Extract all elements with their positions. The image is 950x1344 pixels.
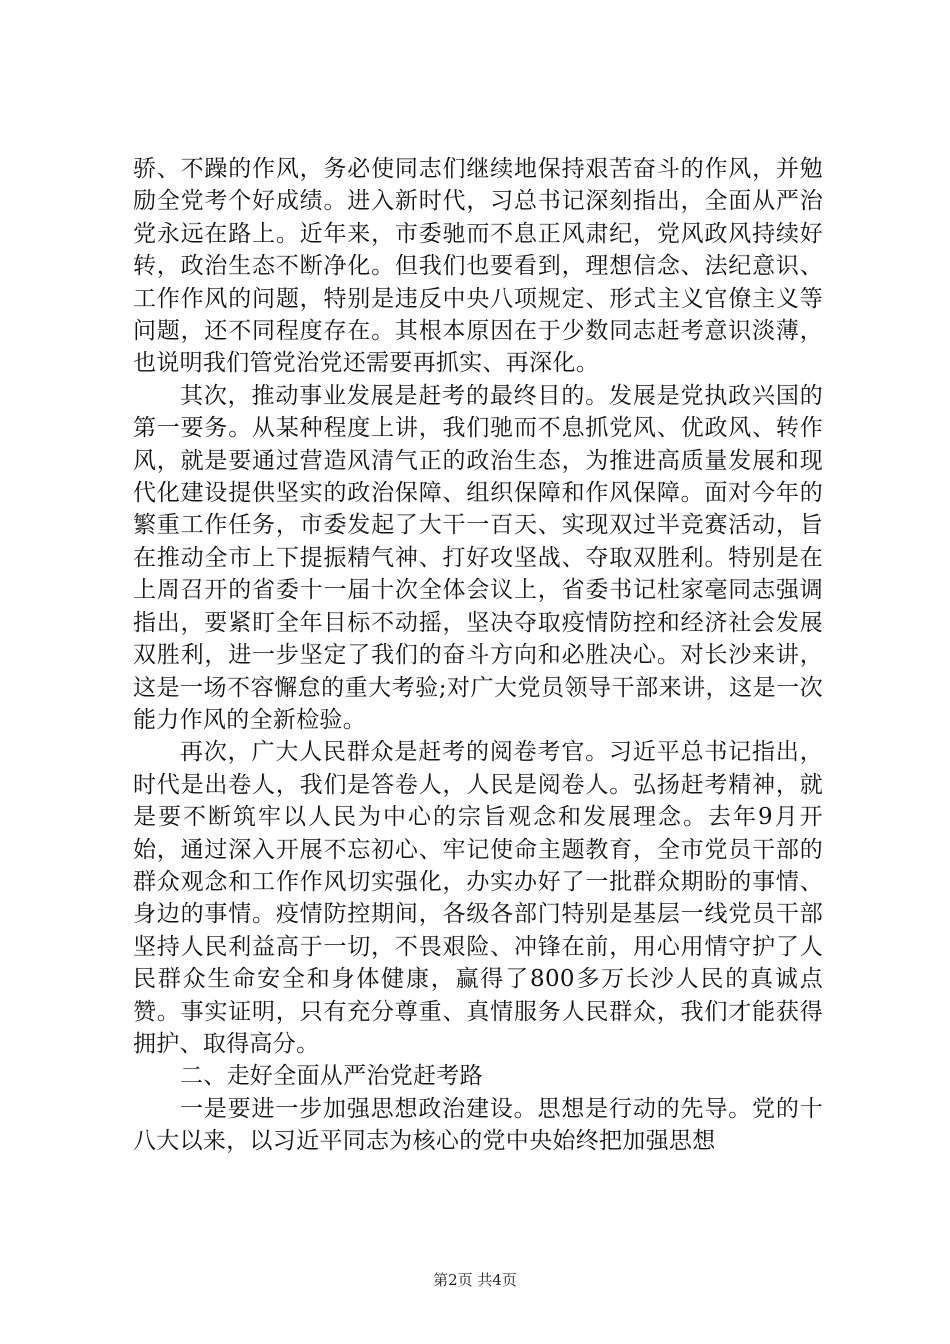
section-heading: 二、走好全面从严治党赶考路	[180, 1063, 483, 1090]
paragraph-continuation: 骄、不躁的作风，务必使同志们继续地保持艰苦奋斗的作风，并勉励全党考个好成绩。进入新时代，习总书记深刻指出，全面从严治党永远在路上。近年来，市委驰而不息正风肃纪，党风政风持续好转，政治生态不断净化。但我们也要看到，理想信念、法纪意识、工作作风的问题，特别是违反中央八项规定、形式主义官僚主义等问题，还不同程度存在。其根本原因在于少数同志赶考意识淡薄，也说明我们管党治党还需要再抓实、再深化。	[133, 156, 823, 377]
page-number-footer: 第2页 共4页	[433, 1271, 517, 1289]
paragraph-ideology: 一是要进一步加强思想政治建设。思想是行动的先导。党的十八大以来，以习近平同志为核心的党中央始终把加强思想	[133, 1095, 823, 1155]
paragraph-people: 再次，广大人民群众是赶考的阅卷考官。习近平总书记指出，时代是出卷人，我们是答卷人，人民是阅卷人。弘扬赶考精神，就是要不断筑牢以人民为中心的宗旨观念和发展理念。去年9月开始，通过深入开展不忘初心、牢记使命主题教育，全市党员干部的群众观念和工作作风切实强化，办实办好了一批群众期盼的事情、身边的事情。疫情防控期间，各级各部门特别是基层一线党员干部坚持人民利益高于一切，不畏艰险、冲锋在前，用心用情守护了人民群众生命安全和身体健康，赢得了800多万长沙人民的真诚点赞。事实证明，只有充分尊重、真情服务人民群众，我们才能获得拥护、取得高分。	[133, 739, 823, 1057]
paragraph-development: 其次，推动事业发展是赶考的最终目的。发展是党执政兴国的第一要务。从某种程度上讲，我们驰而不息抓党风、优政风、转作风，就是要通过营造风清气正的政治生态，为推进高质量发展和现代化建设提供坚实的政治保障、组织保障和作风保障。面对今年的繁重工作任务，市委发起了大干一百天、实现双过半竞赛活动，旨在推动全市上下提振精气神、打好攻坚战、夺取双胜利。特别是在上周召开的省委十一届十次全体会议上，省委书记杜家毫同志强调指出，要紧盯全年目标不动摇，坚决夺取疫情防控和经济社会发展双胜利，进一步坚定了我们的奋斗方向和必胜决心。对长沙来讲，这是一场不容懈怠的重大考验;对广大党员领导干部来讲，这是一次能力作风的全新检验。	[133, 382, 823, 733]
document-body	[133, 153, 823, 1158]
